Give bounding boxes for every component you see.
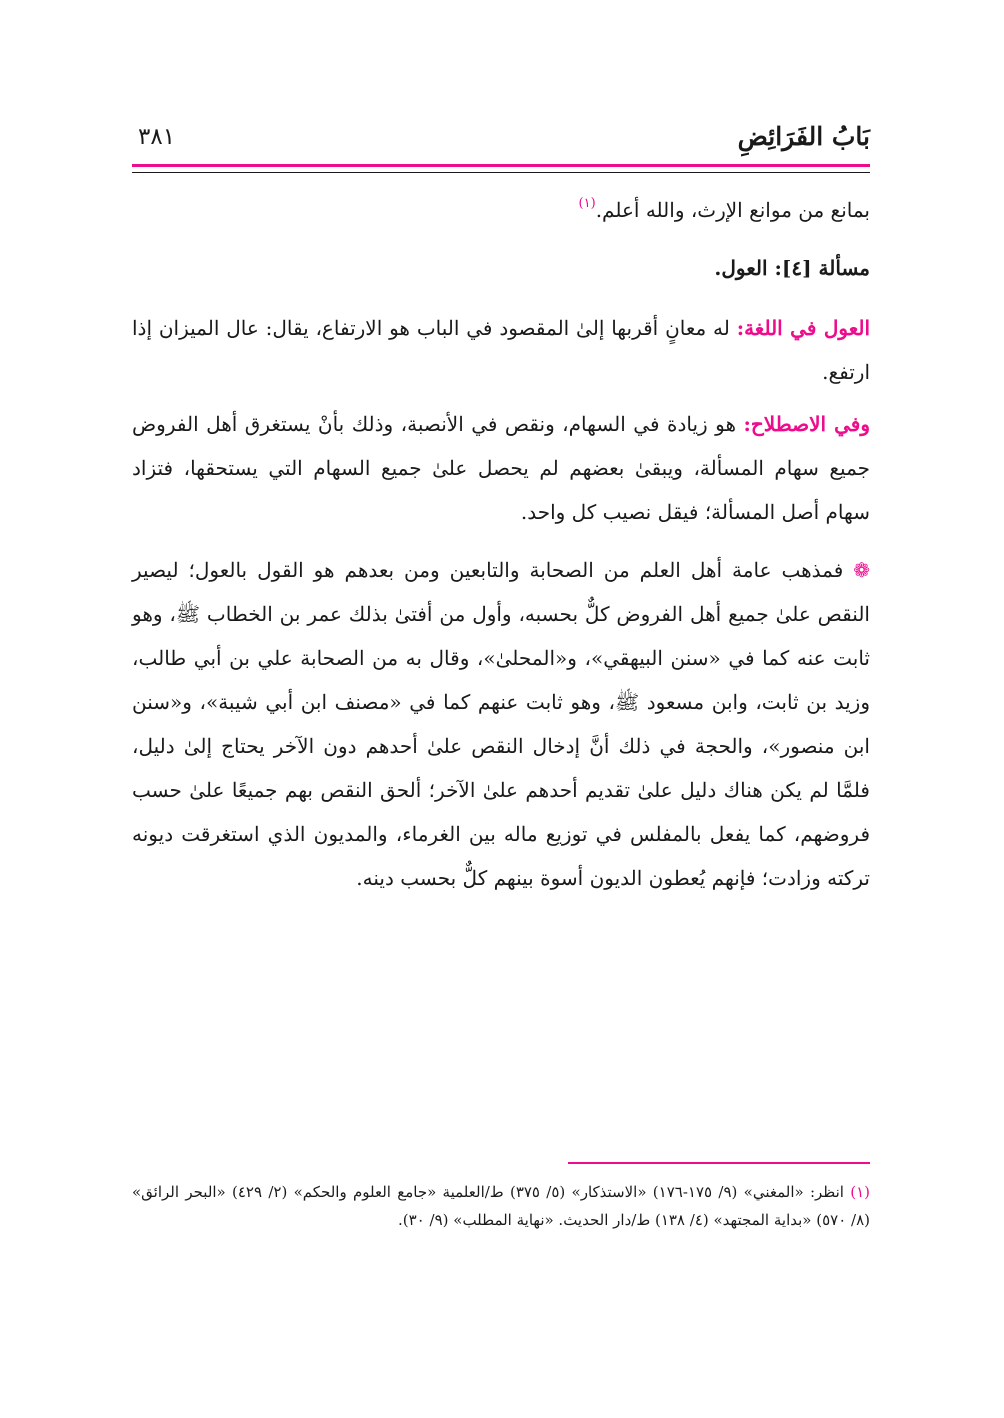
linguistic-definition [132, 306, 870, 394]
linguistic-term: العول في اللغة: [736, 316, 870, 340]
page-header [132, 118, 870, 162]
main-paragraph-text: فمذهب عامة أهل العلم من الصحابة والتابعين ومن بعدهم هو القول بالعول؛ ليصير النقص علىٰ جميع أهل الفروض كلٌّ بحسبه، وأول من أفتىٰ بذلك عمر بن الخطاب ﷺ، وهو ثابت عنه كما في «سنن البيهقي»، و«المحلىٰ»، وقال به من الصحابة علي بن أبي طالب، وزيد بن ثابت، وابن مسعود ﷺ، وهو ثابت عنهم كما في «مصنف ابن أبي شيبة»، و«سنن ابن منصور»، والحجة في ذلك أنَّ إدخال النقص علىٰ أحدهم دون الآخر يحتاج إلىٰ دليل، فلمَّا لم يكن هناك دليل علىٰ تقديم أحدهم علىٰ الآخر؛ ألحق النقص بهم جميعًا علىٰ حسب فروضهم، كما يفعل بالمفلس في توزيع ماله بين الغرماء، والمديون الذي استغرقت ديونه تركته وزادت؛ فإنهم يُعطون الديون أسوة بينهم كلٌّ بحسب دينه. [132, 558, 870, 890]
main-paragraph [132, 548, 870, 900]
technical-definition [132, 402, 870, 534]
flower-ornament-icon: ❁ [853, 558, 870, 582]
technical-term: وفي الاصطلاح: [743, 412, 870, 436]
linguistic-text: له معانٍ أقربها إلىٰ المقصود في الباب هو الارتفاع، يقال: عال الميزان إذا ارتفع. [132, 316, 870, 384]
book-page [132, 118, 870, 1229]
footnote-number: (١) [850, 1183, 870, 1201]
header-rule-accent [132, 164, 870, 167]
first-paragraph-text: بمانع من موانع الإرث، والله أعلم. [595, 198, 870, 222]
footnote-reference: (١) [578, 196, 596, 211]
header-rule [132, 172, 870, 173]
chapter-title: بَابُ الفَرَائِضِ [737, 122, 870, 151]
issue-heading: مسألة [٤]: العول. [714, 256, 870, 280]
first-paragraph [132, 188, 870, 232]
body-text [132, 188, 870, 900]
technical-text: هو زيادة في السهام، ونقص في الأنصبة، وذلك بأنْ يستغرق أهل الفروض جميع سهام المسألة، ويبقىٰ بعضهم لم يحصل علىٰ جميع السهام التي يستحقها، فتزاد سهام أصل المسألة؛ فيقل نصيب كل واحد. [132, 412, 870, 524]
page-number: ٣٨١ [138, 124, 176, 150]
footnote [132, 1178, 870, 1234]
footnote-separator [568, 1162, 870, 1164]
footnote-text: انظر: «المغني» (٩/ ١٧٥-١٧٦) «الاستذكار» (٥/ ٣٧٥) ط/العلمية «جامع العلوم والحكم» (٢/ ٤٢٩) «البحر الرائق» (٨/ ٥٧٠) «بداية المجتهد» (٤/ ١٣٨) ط/دار الحديث. «نهاية المطلب» (٩/ ٣٠). [132, 1183, 870, 1229]
